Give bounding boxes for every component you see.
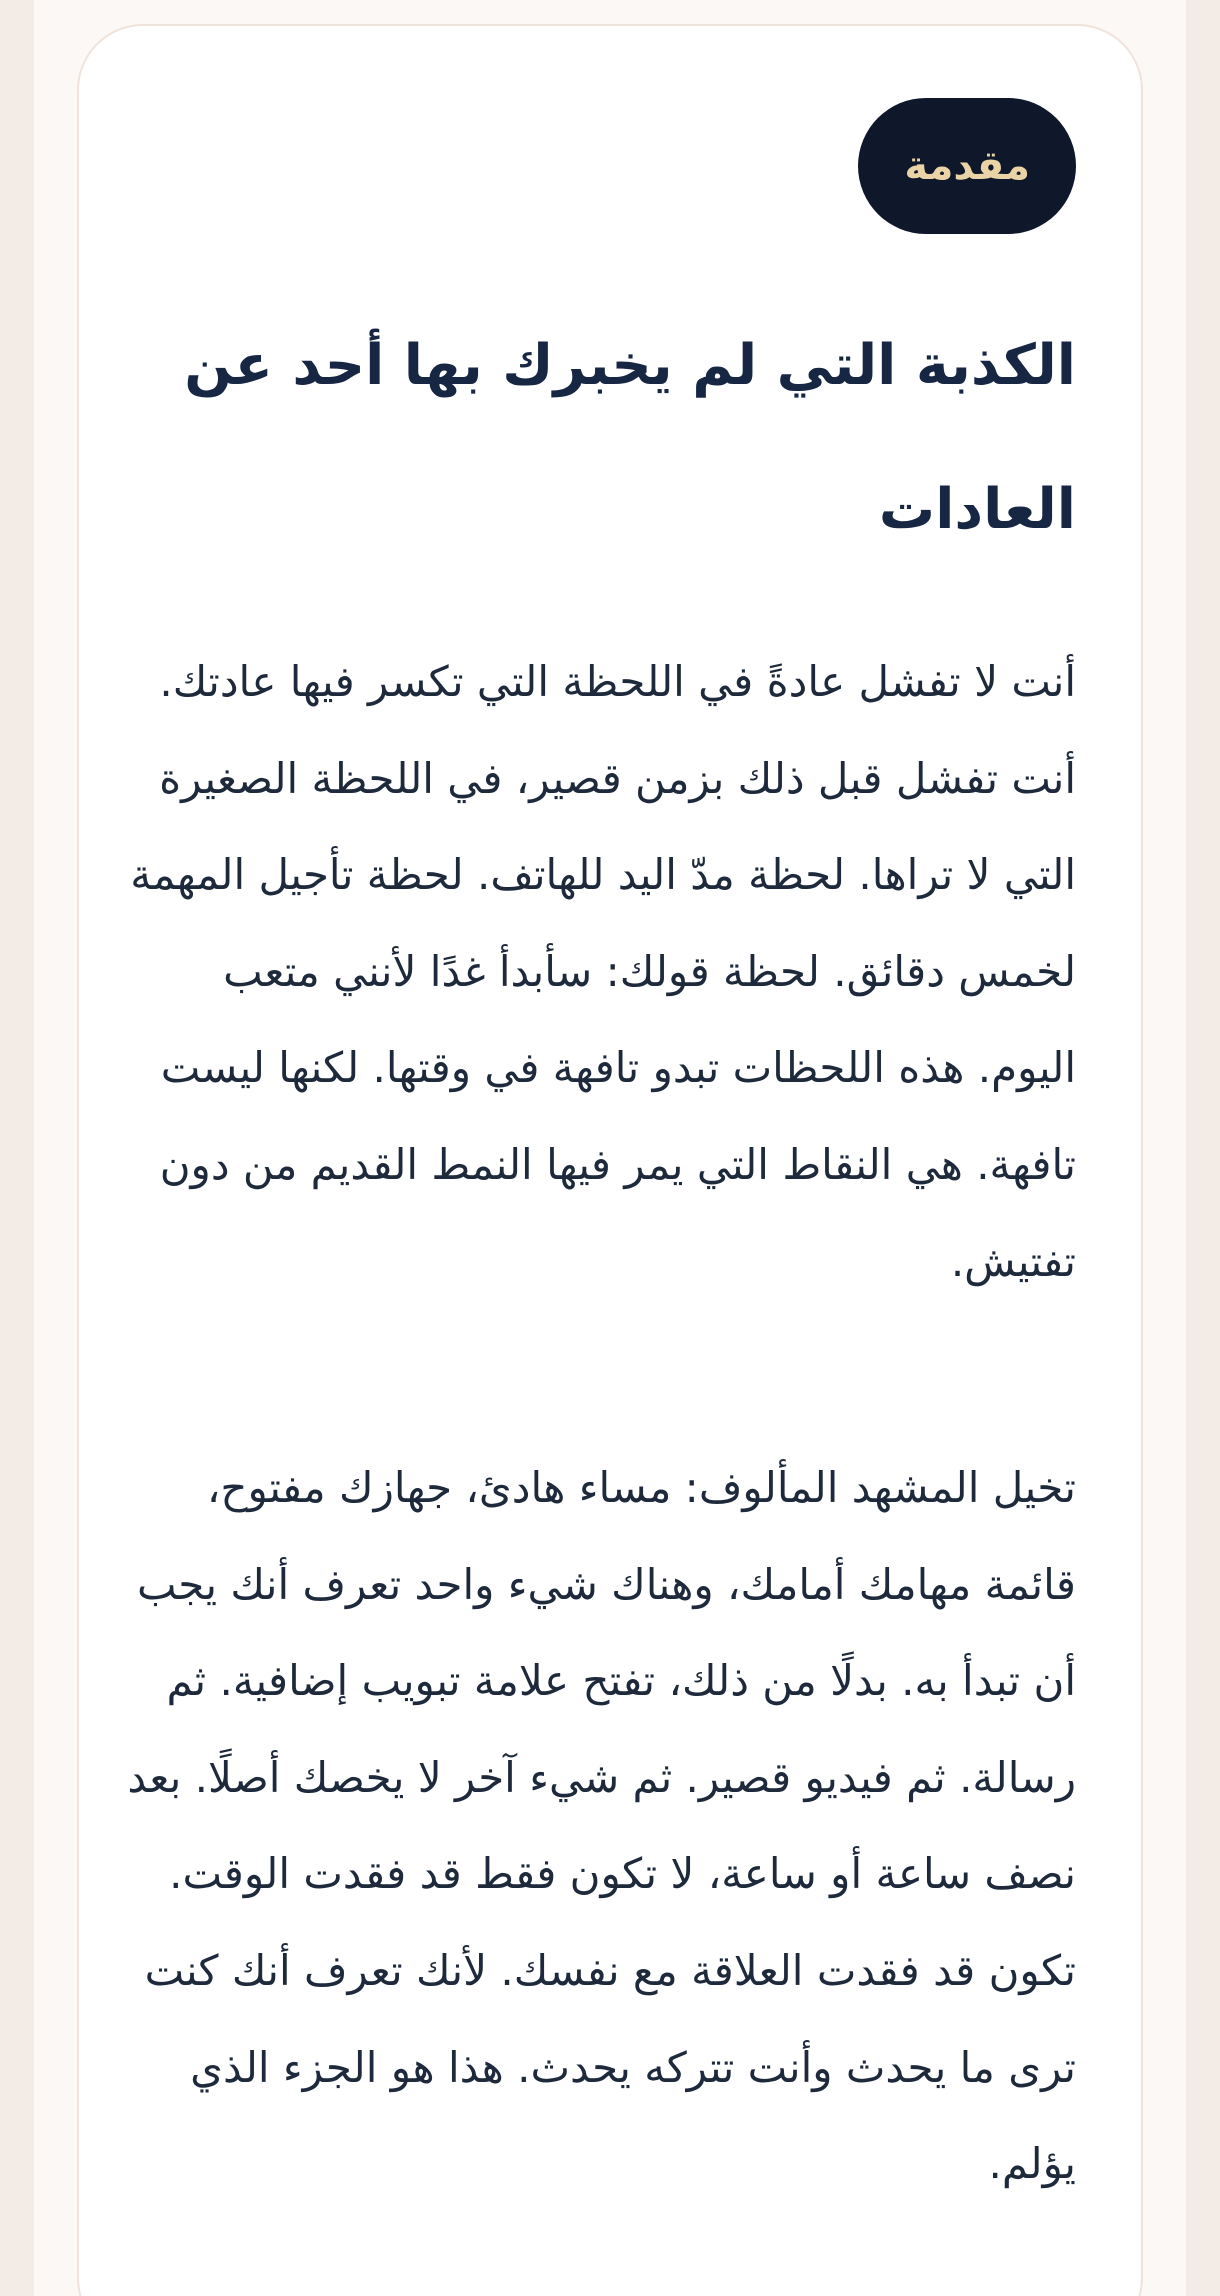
article-title: الكذبة التي لم يخبرك بها أحد عن العادات [184,333,1076,542]
section-badge: مقدمة [858,98,1076,234]
article-paragraph-2: تخيل المشهد المألوف: مساء هادئ، جهازك مفتوح، قائمة مهامك أمامك، وهناك شيء واحد تعرف أنك يجب أن تبدأ به. بدلًا من ذلك، تفتح علامة تبويب إضافية. ثم رسالة. ثم فيديو قصير. ثم شيء آخر لا يخصك أصلًا. بعد نصف ساعة أو ساعة، لا تكون فقط قد فقدت الوقت. تكون قد فقدت العلاقة مع نفسك. لأنك تعرف أنك كنت ترى ما يحدث وأنت تتركه يحدث. هذا هو الجزء الذي يؤلم. [127,1463,1076,2189]
article-paragraph-1: أنت لا تفشل عادةً في اللحظة التي تكسر فيها عادتك. أنت تفشل قبل ذلك بزمن قصير، في اللحظة الصغيرة التي لا تراها. لحظة مدّ اليد للهاتف. لحظة تأجيل المهمة لخمس دقائق. لحظة قولك: سأبدأ غدًا لأنني متعب اليوم. هذه اللحظات تبدو تافهة في وقتها. لكنها ليست تافهة. هي النقاط التي يمر فيها النمط القديم من دون تفتيش. [130,657,1076,1286]
article-card [77,24,1143,2296]
page [34,0,1186,2296]
